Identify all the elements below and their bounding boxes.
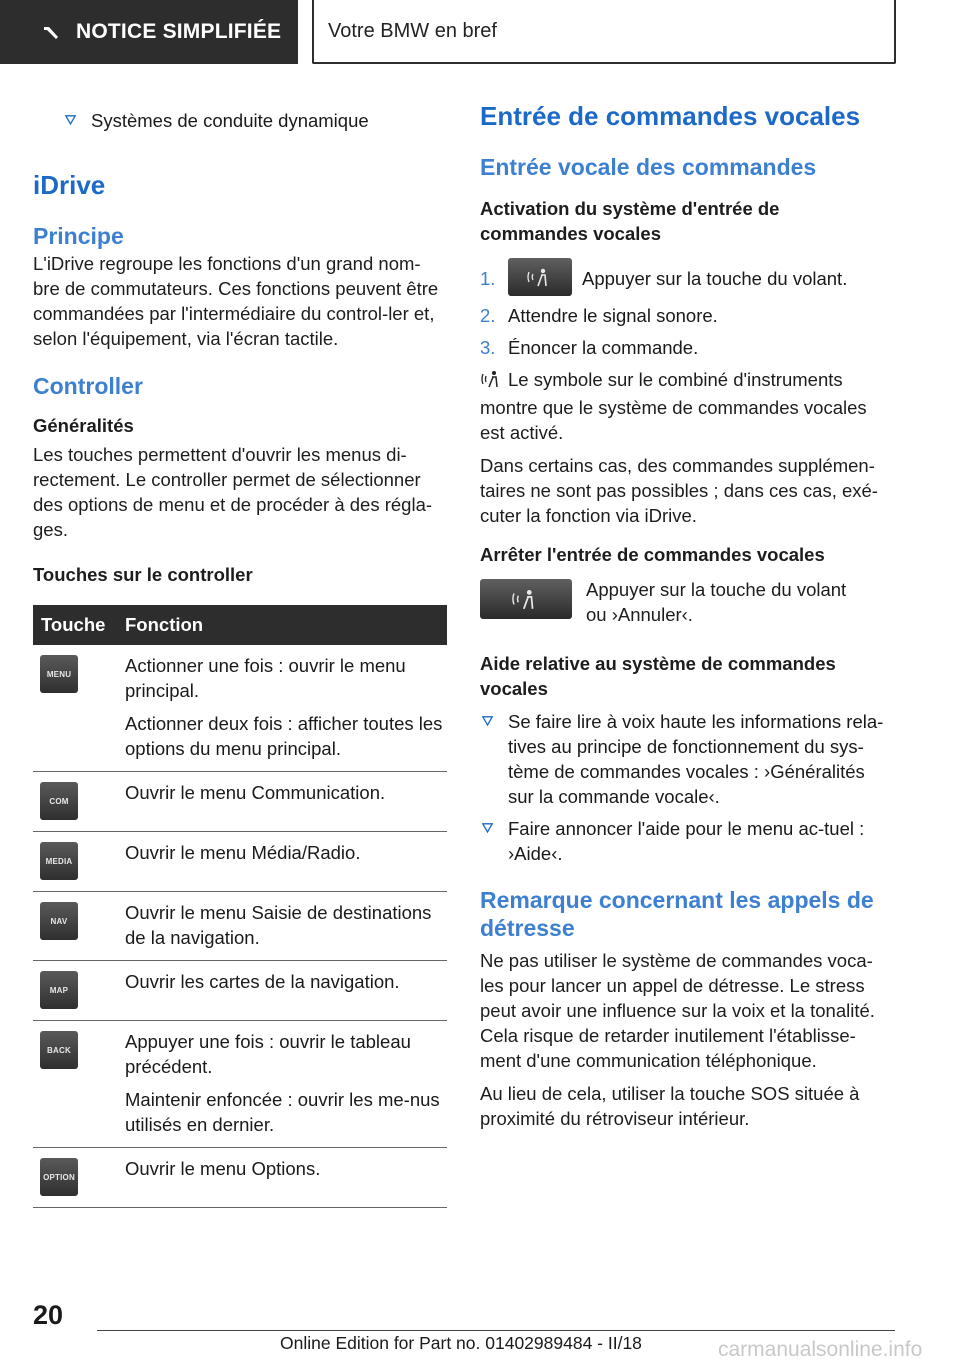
controller-title: Controller <box>33 373 143 399</box>
tool-icon <box>42 24 60 40</box>
aide-bullet <box>480 709 892 809</box>
header-section-tab <box>0 0 298 64</box>
aide-title: Aide relative au système de commandes vocales <box>480 653 836 699</box>
table-row <box>33 1021 447 1148</box>
stop-instruction <box>480 577 892 627</box>
aide-bullet-text: Faire annoncer l'aide pour le menu ac-tuel : ›Aide‹. <box>508 818 865 864</box>
table-cell-desc: Actionner deux fois : afficher toutes les options du menu principal. <box>125 713 443 759</box>
voice-button-icon <box>508 258 572 296</box>
symbol-paragraph <box>480 367 892 445</box>
watermark-text: carmanualsonline.info <box>718 1338 923 1361</box>
step-text: Attendre le signal sonore. <box>508 305 718 326</box>
remark-text-1: Ne pas utiliser le système de commandes voca-les pour lancer un appel de détresse. Le stress peut avoir une influence sur la voix et la tonalité. Cela risque de retarder inutilement l'établisse-ment d'une communication téléphonique. <box>480 950 875 1071</box>
step-item <box>480 303 892 328</box>
table-cell-desc: Ouvrir les cartes de la navigation. <box>125 971 400 992</box>
aide-bullet-text: Se faire lire à voix haute les informations rela-tives au principe de fonctionnement du sys-tème de commandes vocales : ›Généralités sur la commande vocale‹. <box>508 711 884 807</box>
table-row <box>33 772 447 832</box>
edition-text: Online Edition for Part no. 01402989484 - II/18 <box>280 1333 642 1353</box>
stop-text-1: Appuyer sur la touche du volant <box>586 579 847 600</box>
option-key-icon: OPTION <box>40 1158 78 1196</box>
voice-button-icon <box>480 579 572 619</box>
step-text: Énoncer la commande. <box>508 337 699 358</box>
page-number: 20 <box>33 1300 64 1330</box>
step-text: Appuyer sur la touche du volant. <box>582 268 848 289</box>
generalites-title: Généralités <box>33 415 134 436</box>
table-cell-desc: Maintenir enfoncée : ouvrir les me-nus utilisés en dernier. <box>125 1089 440 1135</box>
step-number: 1. <box>480 268 496 289</box>
voice-symbol-icon <box>480 369 502 395</box>
table-cell-desc: Actionner une fois : ouvrir le menu principal. <box>125 655 406 701</box>
principe-title: Principe <box>33 223 124 249</box>
table-row <box>33 892 447 961</box>
activation-title: Activation du système d'entrée de commandes vocales <box>480 198 780 244</box>
stop-text-2: ou ›Annuler‹. <box>586 604 693 625</box>
step-number: 2. <box>480 305 496 326</box>
generalites-text: Les touches permettent d'ouvrir les menus di-rectement. Le controller permet de sélectionner des options de menu et de procéder à des régla-ges. <box>33 444 433 540</box>
footer-divider <box>97 1330 895 1331</box>
col-header-function: Fonction <box>125 605 447 645</box>
step-item <box>480 335 892 360</box>
aide-bullet <box>480 816 892 866</box>
table-cell-desc: Ouvrir le menu Communication. <box>125 782 386 803</box>
map-key-icon: MAP <box>40 971 78 1009</box>
col-header-key: Touche <box>33 605 125 645</box>
stop-title: Arrêter l'entrée de commandes vocales <box>480 544 825 565</box>
step-number: 3. <box>480 337 496 358</box>
back-key-icon: BACK <box>40 1031 78 1069</box>
triangle-bullet-icon <box>63 108 91 133</box>
menu-key-icon: MENU <box>40 655 78 693</box>
principe-text: L'iDrive regroupe les fonctions d'un grand nom-bre de commutateurs. Ces fonctions peuvent être commandées par l'intermédiaire du control-ler et, selon l'équipement, via l'écran tactile. <box>33 253 439 349</box>
voice-input-subtitle: Entrée vocale des commandes <box>480 154 817 180</box>
media-key-icon: MEDIA <box>40 842 78 880</box>
table-row <box>33 832 447 892</box>
table-row <box>33 645 447 772</box>
table-row <box>33 1148 447 1208</box>
left-column <box>33 108 447 1208</box>
triangle-bullet-icon <box>480 709 508 809</box>
table-cell-desc: Ouvrir le menu Options. <box>125 1158 321 1179</box>
table-header-row <box>33 605 447 645</box>
voice-commands-title: Entrée de commandes vocales <box>480 101 861 131</box>
top-bullet <box>63 108 447 133</box>
top-bullet-text: Systèmes de conduite dynamique <box>91 110 369 131</box>
header-chapter-tab <box>312 0 896 64</box>
symbol-text: Le symbole sur le combiné d'instruments montre que le système de commandes vocales est activé. <box>480 369 867 443</box>
step-item <box>480 258 892 296</box>
nav-key-icon: NAV <box>40 902 78 940</box>
chapter-label: Votre BMW en bref <box>328 19 497 42</box>
remark-title: Remarque concernant les appels de détresse <box>480 887 874 941</box>
table-cell-desc: Ouvrir le menu Saisie de destinations de la navigation. <box>125 902 432 948</box>
right-column <box>480 100 892 1131</box>
idrive-title: iDrive <box>33 170 106 200</box>
remark-text-2: Au lieu de cela, utiliser la touche SOS située à proximité du rétroviseur intérieur. <box>480 1083 860 1129</box>
touches-title: Touches sur le controller <box>33 564 253 585</box>
controller-keys-table <box>33 605 447 1208</box>
com-key-icon: COM <box>40 782 78 820</box>
table-row <box>33 961 447 1021</box>
table-cell-desc: Ouvrir le menu Média/Radio. <box>125 842 361 863</box>
section-label: NOTICE SIMPLIFIÉE <box>76 20 282 43</box>
supplement-text: Dans certains cas, des commandes supplémen-taires ne sont pas possibles ; dans ces cas, exé-cuter la fonction via iDrive. <box>480 455 878 526</box>
triangle-bullet-icon <box>480 816 508 866</box>
table-cell-desc: Appuyer une fois : ouvrir le tableau précédent. <box>125 1031 411 1077</box>
